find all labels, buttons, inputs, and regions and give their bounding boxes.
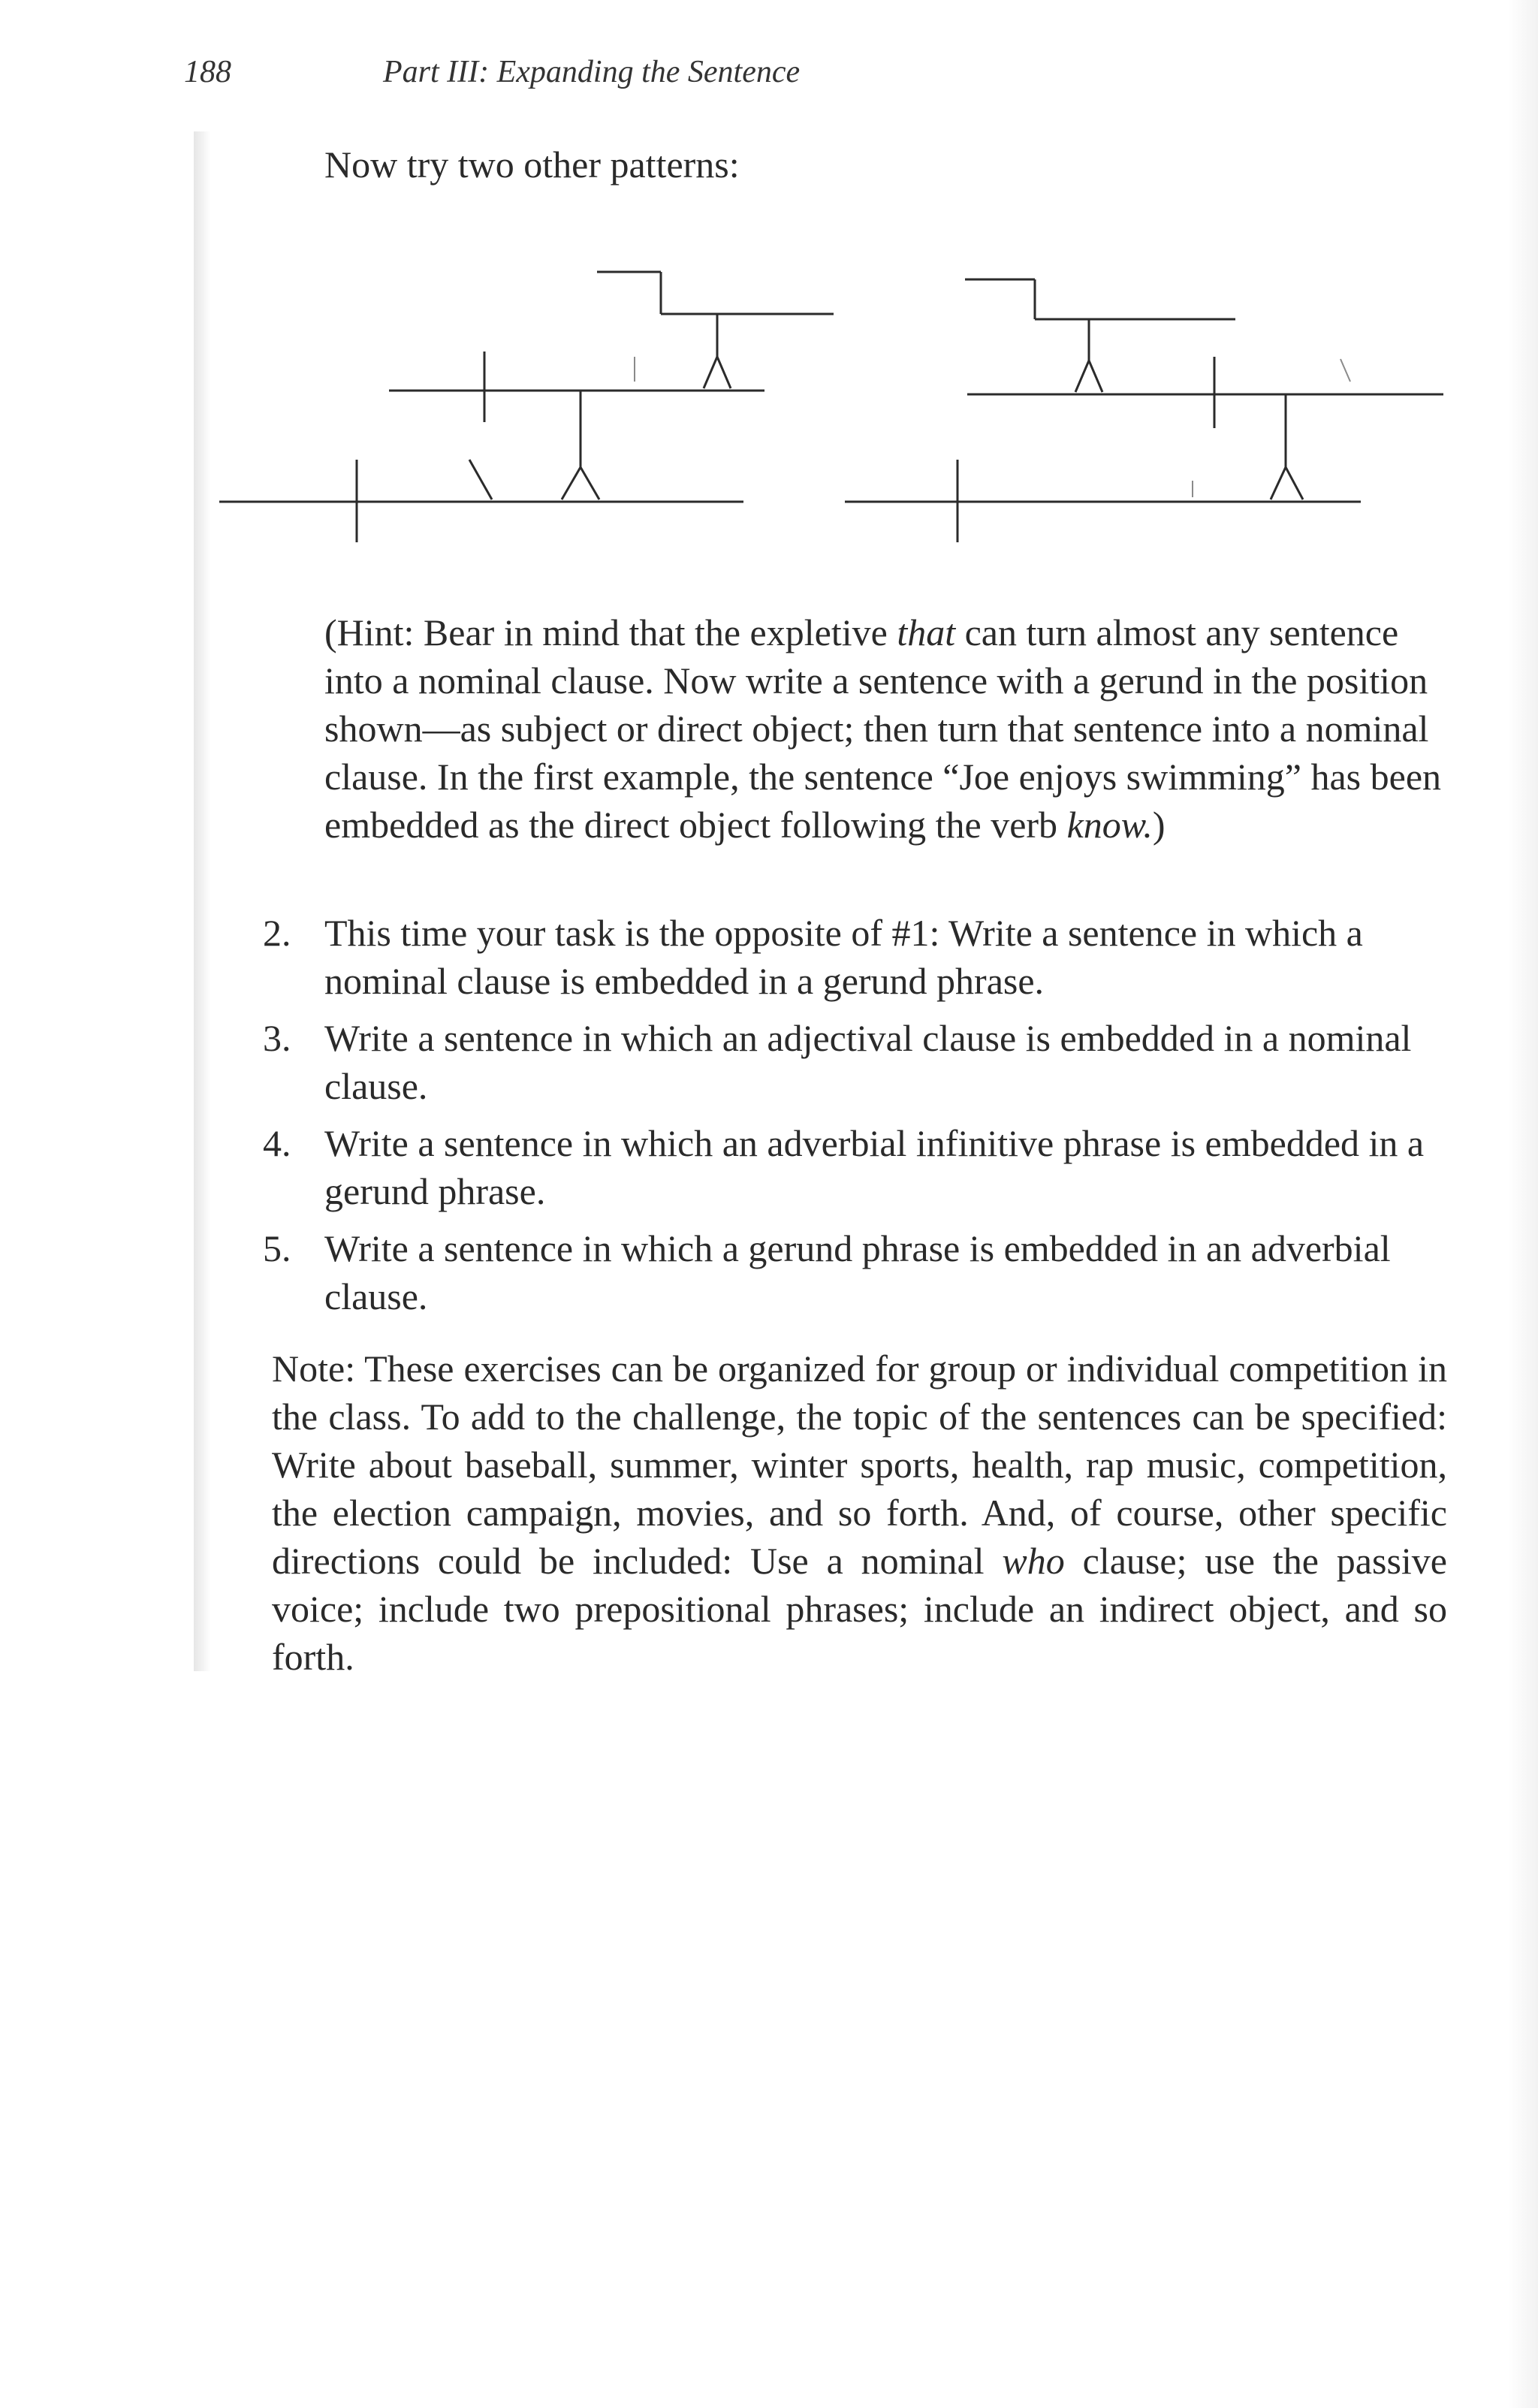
list-item — [263, 1119, 1449, 1215]
intro-text: Now try two other patterns: — [324, 143, 740, 186]
page-number: 188 — [184, 55, 231, 89]
list-item — [263, 1014, 1449, 1110]
list-item-text: This time your task is the opposite of #1: Write a sentence in which a nominal clause is embedded in a gerund phrase. — [324, 912, 1363, 1002]
exercise-list — [263, 909, 1449, 1329]
list-item-text: Write a sentence in which a gerund phrase is embedded in an adverbial clause. — [324, 1227, 1391, 1317]
list-item-number: 5. — [263, 1227, 291, 1269]
diagram-pattern-2 — [845, 279, 1443, 542]
list-item — [263, 909, 1449, 1005]
hint-text-2: can turn almost any sentence into a nominal clause. Now write a sentence with a gerund in the position shown—as subject or direct object; then turn that sentence into a nominal clause. In the first example, the sentence “Joe enjoys swimming” has been embedded as the direct object following the verb — [324, 611, 1442, 846]
p1-gerund-pedestal-right — [717, 357, 731, 388]
p2-upper-slant — [1340, 359, 1350, 382]
p1-dobj-slant — [469, 460, 492, 499]
list-item-number: 2. — [263, 912, 291, 954]
running-title: Part III: Expanding the Sentence — [383, 55, 801, 89]
note-paragraph — [272, 1344, 1447, 1681]
sentence-diagrams — [0, 0, 1538, 571]
p2-pedestal-right — [1286, 467, 1303, 499]
note-word-who: who — [1002, 1540, 1065, 1582]
hint-word-that: that — [897, 611, 956, 653]
hint-text-3: ) — [1152, 804, 1166, 846]
hint-paragraph — [324, 608, 1451, 849]
p1-gerund-pedestal-left — [704, 357, 717, 388]
list-item-text: Write a sentence in which an adjectival clause is embedded in a nominal clause. — [324, 1017, 1412, 1107]
diagram-pattern-1 — [219, 272, 834, 542]
list-item-number: 4. — [263, 1122, 291, 1164]
p2-gerund-pedestal-right — [1089, 361, 1102, 392]
p1-pedestal-left — [562, 467, 581, 499]
list-item — [263, 1224, 1449, 1320]
p1-pedestal-right — [581, 467, 599, 499]
hint-word-know: know. — [1066, 804, 1153, 846]
list-item-text: Write a sentence in which an adverbial infinitive phrase is embedded in a gerund phrase. — [324, 1122, 1425, 1212]
list-item-number: 3. — [263, 1017, 291, 1059]
note-text-1: Note: These exercises can be organized for group or individual competition in the class. To add to the challenge, the topic of the sentences can be specified: Write about baseball, summer, winter sports, health, rap music, competition, the election campaign, movies, and so forth. And, of course, other specific directions could be included: Use a nominal — [272, 1347, 1447, 1582]
hint-text-1: (Hint: Bear in mind that the expletive — [324, 611, 897, 653]
p2-gerund-pedestal-left — [1075, 361, 1089, 392]
note-text-2: clause; use the passive voice; include two prepositional phrases; include an indirect object, and so forth. — [272, 1540, 1448, 1678]
p2-pedestal-left — [1271, 467, 1286, 499]
